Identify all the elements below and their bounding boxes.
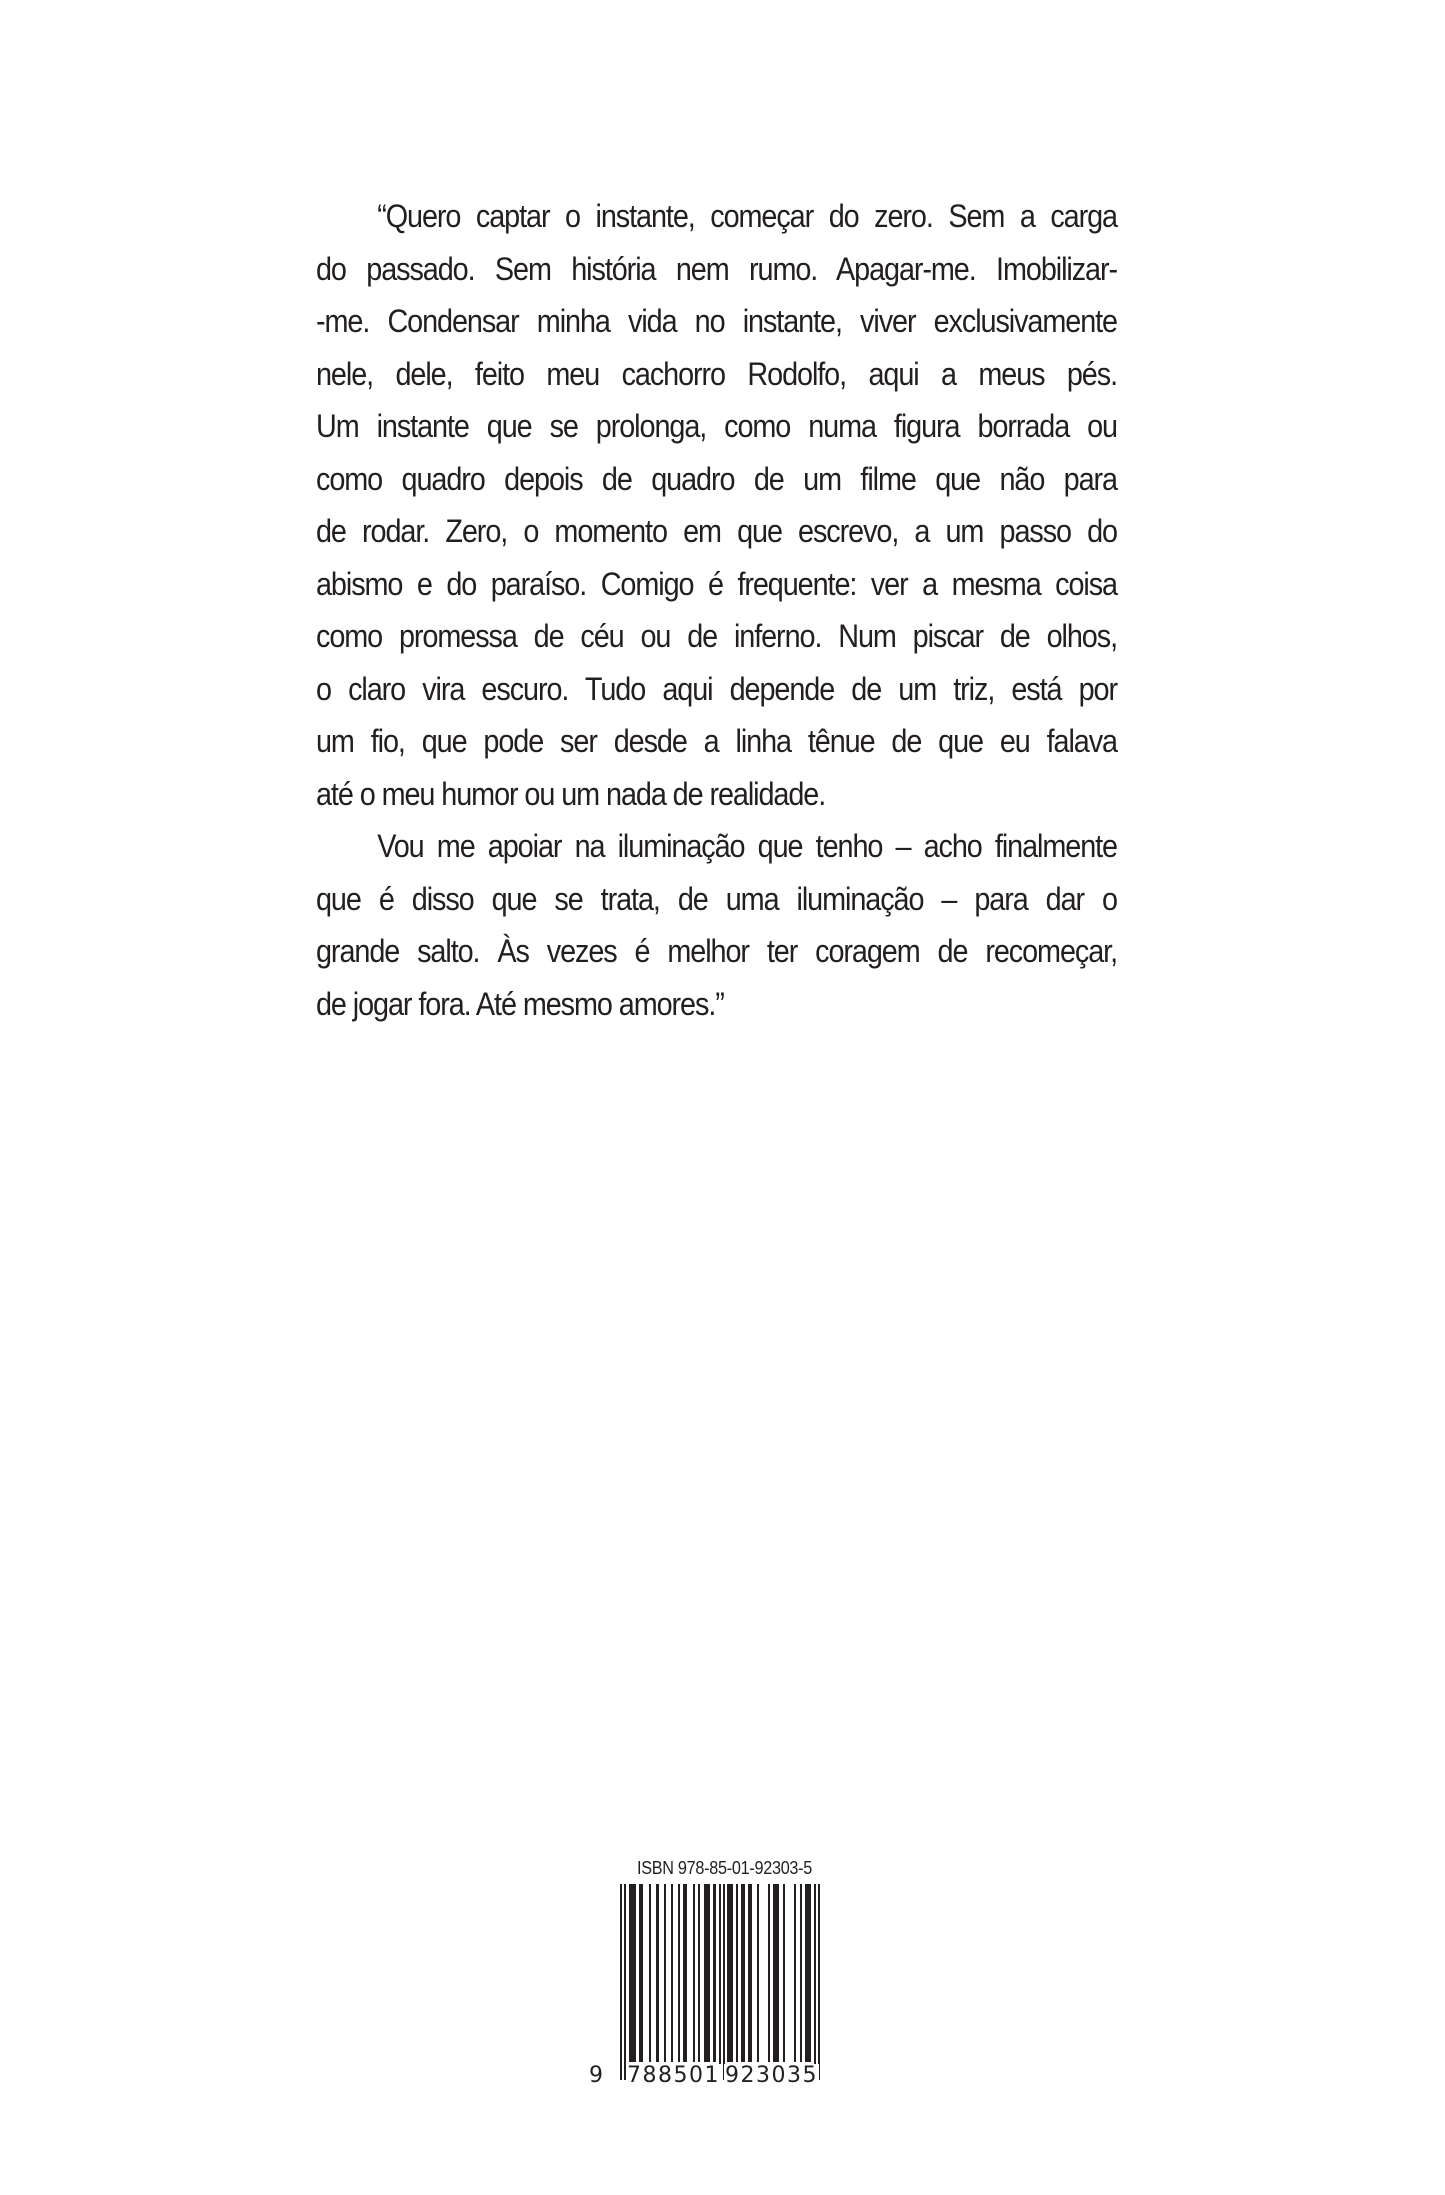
back-cover-blurb	[316, 190, 1117, 1030]
blurb-line: abismo e do paraíso. Comigo é frequente: ver a mesma coisa	[316, 565, 1117, 602]
blurb-paragraph-2	[316, 820, 1117, 1030]
blurb-line: como promessa de céu ou de inferno. Num piscar de olhos,	[316, 618, 1117, 654]
blurb-line: do passado. Sem história nem rumo. Apagar-me. Imobilizar-	[316, 250, 1117, 287]
blurb-line: Vou me apoiar na iluminação que tenho – acho finalmente	[377, 828, 1117, 864]
blurb-line: até o meu humor ou um nada de realidade.	[316, 775, 826, 812]
blurb-line: nele, dele, feito meu cachorro Rodolfo, aqui a meus pés.	[316, 355, 1117, 392]
blurb-paragraph-1	[316, 190, 1117, 820]
barcode-right-digits: 923035	[725, 2063, 818, 2088]
blurb-line: -me. Condensar minha vida no instante, viver exclusivamente	[316, 303, 1117, 339]
blurb-line: um fio, que pode ser desde a linha tênue de que eu falava	[316, 723, 1117, 759]
blurb-line: “Quero captar o instante, começar do zero. Sem a carga	[377, 198, 1117, 234]
blurb-line: grande salto. Às vezes é melhor ter coragem de recomeçar,	[316, 933, 1117, 969]
barcode-icon	[612, 1884, 828, 2080]
isbn-barcode	[589, 1858, 828, 2088]
isbn-label: ISBN 978-85-01-92303-5	[636, 1858, 813, 1878]
blurb-line: de rodar. Zero, o momento em que escrevo, a um passo do	[316, 513, 1117, 549]
blurb-line: Um instante que se prolonga, como numa figura borrada ou	[316, 408, 1117, 444]
barcode-prefix-digit: 9	[589, 2063, 603, 2088]
barcode-left-digits: 788501	[627, 2063, 720, 2088]
blurb-line: o claro vira escuro. Tudo aqui depende de um triz, está por	[316, 670, 1117, 707]
barcode-bars	[589, 1884, 828, 2088]
blurb-line: de jogar fora. Até mesmo amores.”	[316, 985, 724, 1022]
blurb-line: que é disso que se trata, de uma iluminação – para dar o	[316, 880, 1117, 917]
blurb-line: como quadro depois de quadro de um filme que não para	[316, 460, 1117, 497]
